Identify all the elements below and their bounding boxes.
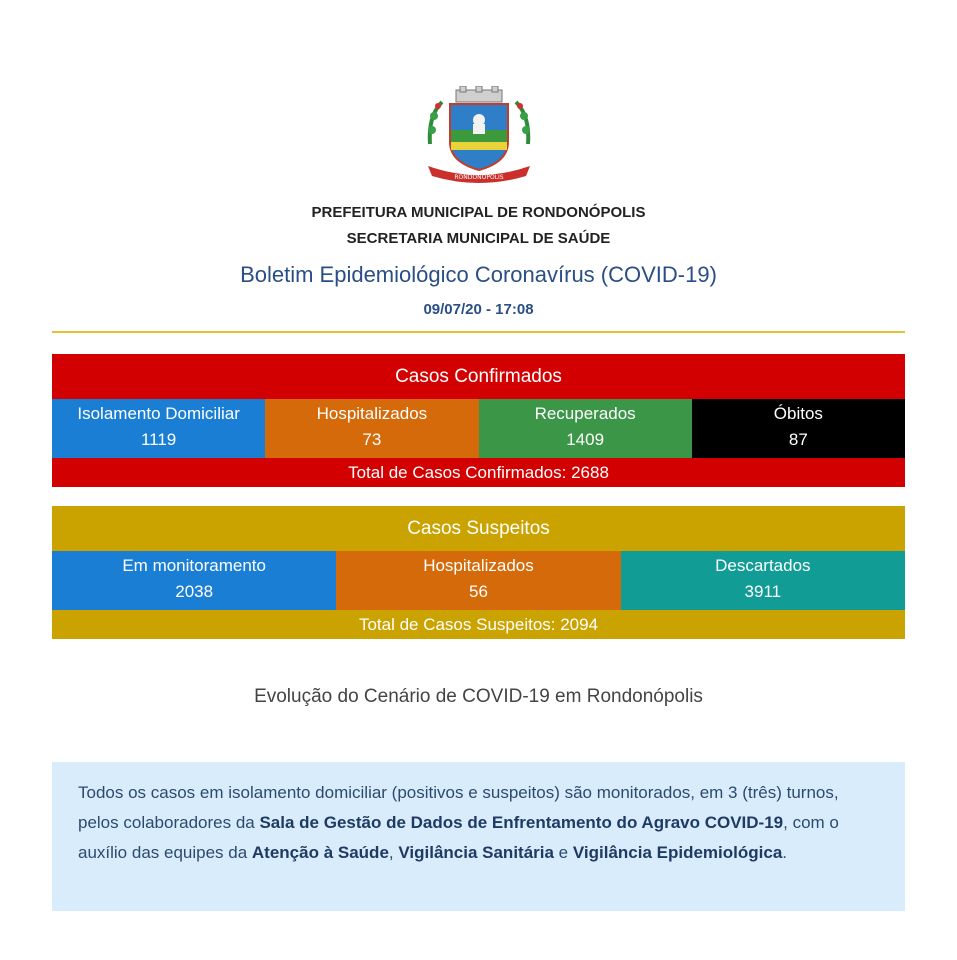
- stat-value: 3911: [744, 582, 782, 601]
- stat-value: 73: [362, 430, 382, 449]
- note-text: e: [553, 843, 573, 862]
- stat-deaths: [692, 399, 905, 458]
- confirmed-cases-title: Casos Confirmados: [52, 354, 905, 399]
- stat-label: Isolamento Domiciliar: [77, 404, 240, 423]
- suspected-cases-title: Casos Suspeitos: [52, 506, 905, 551]
- monitoring-note: [52, 762, 905, 911]
- municipal-crest-icon: [424, 86, 534, 186]
- stat-value: 1119: [140, 430, 177, 449]
- confirmed-cases-row: [52, 399, 905, 458]
- svg-text:RONDONÓPOLIS: RONDONÓPOLIS: [454, 174, 504, 181]
- suspected-cases-total: Total de Casos Suspeitos: 2094: [52, 610, 905, 639]
- note-text: Todos os casos em isolamento domiciliar (positivos e suspeitos) são monitorados, em 3 (três) turnos, pelos colaboradores da: [78, 783, 839, 832]
- stat-value: 2038: [175, 582, 214, 601]
- note-highlight: Vigilância Epidemiológica: [572, 843, 783, 862]
- confirmed-cases-panel: [52, 354, 905, 487]
- bulletin-timestamp: 09/07/20 - 17:08: [423, 301, 534, 318]
- stat-label: Hospitalizados: [423, 556, 534, 575]
- header-divider: [52, 331, 905, 333]
- stat-label: Recuperados: [534, 404, 636, 423]
- stat-value: 87: [788, 430, 808, 449]
- suspected-cases-row: [52, 551, 905, 610]
- stat-recovered: [479, 399, 692, 458]
- stat-home-isolation: [52, 399, 265, 458]
- stat-monitoring: [52, 551, 336, 610]
- note-highlight: Atenção à Saúde: [251, 843, 389, 862]
- stat-value: 56: [469, 582, 488, 601]
- stat-label: Em monitoramento: [122, 556, 266, 575]
- organization-name: PREFEITURA MUNICIPAL DE RONDONÓPOLIS: [311, 204, 646, 221]
- note-text: ,: [388, 843, 399, 862]
- stat-value: 1409: [566, 430, 605, 449]
- note-highlight: Vigilância Sanitária: [398, 843, 554, 862]
- note-text: , com o auxílio das equipes da: [78, 813, 839, 862]
- evolution-heading: Evolução do Cenário de COVID-19 em Rondonópolis: [254, 686, 703, 707]
- suspected-cases-panel: [52, 506, 905, 639]
- note-highlight: Sala de Gestão de Dados de Enfrentamento do Agravo COVID-19: [259, 813, 784, 832]
- note-text: .: [782, 843, 788, 862]
- confirmed-cases-total: Total de Casos Confirmados: 2688: [52, 458, 905, 487]
- bulletin-title: Boletim Epidemiológico Coronavírus (COVID-19): [240, 262, 717, 287]
- department-name: SECRETARIA MUNICIPAL DE SAÚDE: [346, 230, 611, 247]
- stat-label: Descartados: [715, 556, 811, 575]
- stat-label: Óbitos: [773, 404, 823, 423]
- stat-hospitalized: [265, 399, 478, 458]
- stat-label: Hospitalizados: [316, 404, 428, 423]
- stat-discarded: [621, 551, 905, 610]
- stat-hospitalized: [336, 551, 620, 610]
